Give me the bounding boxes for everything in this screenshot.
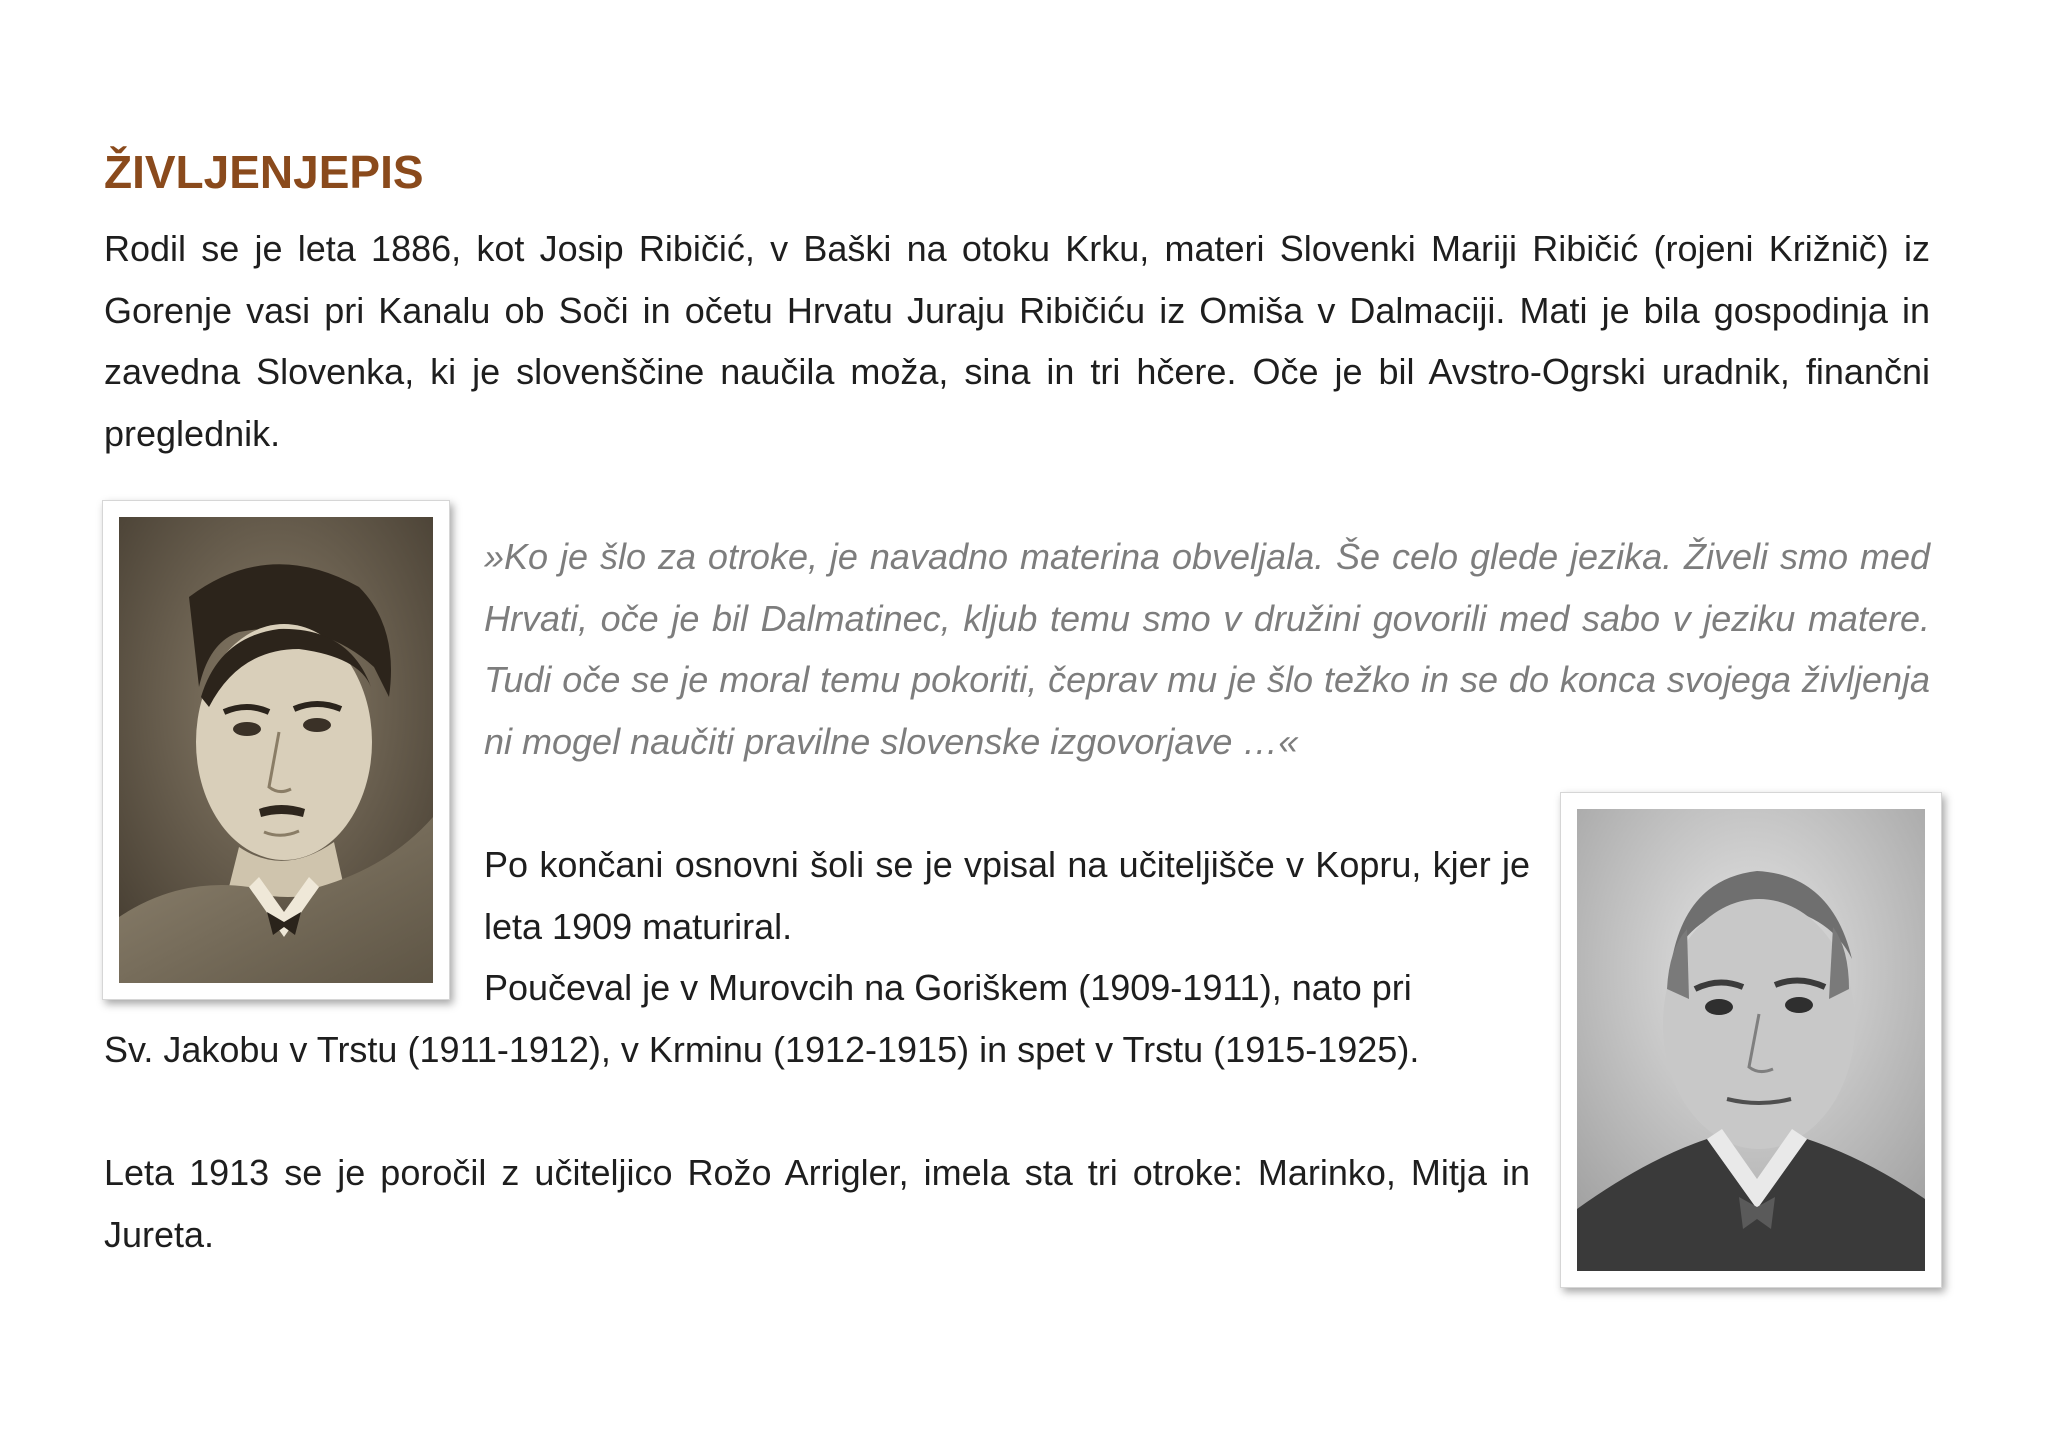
intro-paragraph: Rodil se je leta 1886, kot Josip Ribičić, v Baški na otoku Krku, materi Slovenki Mariji Ribičić (rojeni Križnič) iz Gorenje vasi pri Kanalu ob Soči in očetu Hrvatu Juraju Ribičiću iz Omiša v Dalmaciji. Mati je bila gospodinja in zavedna Slovenka, ki je slovenščine naučila moža, sina in tri hčere. Oče je bil Avstro-Ogrski uradnik, finančni preglednik. xyxy=(104,228,1930,454)
older-portrait-image xyxy=(1577,809,1925,1271)
older-portrait-photo xyxy=(1560,792,1942,1288)
teaching-paragraph-continued: Sv. Jakobu v Trstu (1911-1912), v Krminu (1912-1915) in spet v Trstu (1915-1925). xyxy=(104,1029,1420,1070)
quote-paragraph: »Ko je šlo za otroke, je navadno materina obveljala. Še celo glede jezika. Živeli smo med Hrvati, oče je bil Dalmatinec, kljub temu smo v družini govorili med sabo v jeziku matere. Tudi oče se je moral temu pokoriti, čeprav mu je šlo težko in se do konca svojega življenja ni mogel naučiti pravilne slovenske izgovorjave …« xyxy=(484,536,1930,762)
young-portrait-image xyxy=(119,517,433,983)
education-paragraph: Po končani osnovni šoli se je vpisal na učiteljišče v Kopru, kjer je leta 1909 maturiral. xyxy=(484,844,1530,947)
young-portrait-photo xyxy=(102,500,450,1000)
teaching-paragraph-start: Poučeval je v Murovcih na Goriškem (1909-1911), nato pri xyxy=(484,967,1412,1008)
marriage-paragraph: Leta 1913 se je poročil z učiteljico Rožo Arrigler, imela sta tri otroke: Marinko, Mitja in Jureta. xyxy=(104,1152,1530,1255)
page-title: ŽIVLJENJEPIS xyxy=(104,146,424,198)
